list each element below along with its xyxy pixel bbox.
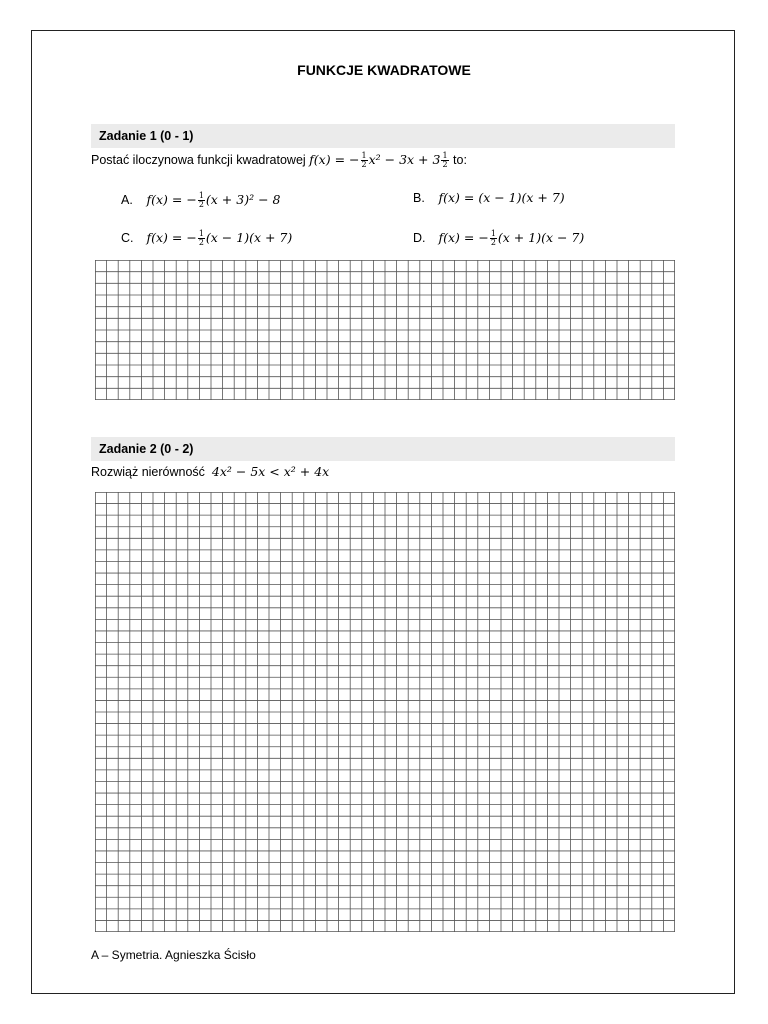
task-2-question <box>91 464 329 479</box>
option-c[interactable] <box>121 230 292 247</box>
task-2-answer-grid[interactable] <box>95 492 675 932</box>
option-b-letter: B. <box>413 191 425 205</box>
task-1-header-label: Zadanie 1 (0 - 1) <box>99 129 194 143</box>
task-1-question-suffix: to: <box>453 153 467 167</box>
option-d[interactable] <box>413 230 584 247</box>
option-c-letter: C. <box>121 231 134 245</box>
page-title: FUNKCJE KWADRATOWE <box>297 62 471 78</box>
option-c-formula: f(x) = − $\frac{1}{2}$ (x − 1)(x + 7) <box>146 229 293 247</box>
task-2-question-prefix: Rozwiąż nierówność <box>91 465 205 479</box>
option-b-formula: f(x) = (x − 1)(x + 7) <box>438 190 565 205</box>
task-2-header <box>91 437 675 461</box>
option-a-letter: A. <box>121 193 133 207</box>
task-1-header <box>91 124 675 148</box>
option-a[interactable] <box>121 192 280 209</box>
option-b[interactable] <box>413 190 565 205</box>
task-1-answer-grid[interactable] <box>95 260 675 400</box>
option-a-formula: f(x) = − $\frac{1}{2}$ (x + 3)² − 8 <box>146 191 281 209</box>
option-d-formula: f(x) = − $\frac{1}{2}$ (x + 1)(x − 7) <box>438 229 585 247</box>
task-1-question-prefix: Postać iloczynowa funkcji kwadratowej <box>91 153 306 167</box>
task-2-question-formula: 4x² − 5x < x² + 4x <box>211 464 330 479</box>
task-1-question-formula: f(x) = − $\frac{1}{2}$ x² − 3x + 3 $\frac{1}{2}$ <box>309 151 448 169</box>
option-d-letter: D. <box>413 231 426 245</box>
footer-credit: A – Symetria. Agnieszka Ścisło <box>91 948 256 962</box>
task-2-header-label: Zadanie 2 (0 - 2) <box>99 442 194 456</box>
task-1-question <box>91 152 467 169</box>
